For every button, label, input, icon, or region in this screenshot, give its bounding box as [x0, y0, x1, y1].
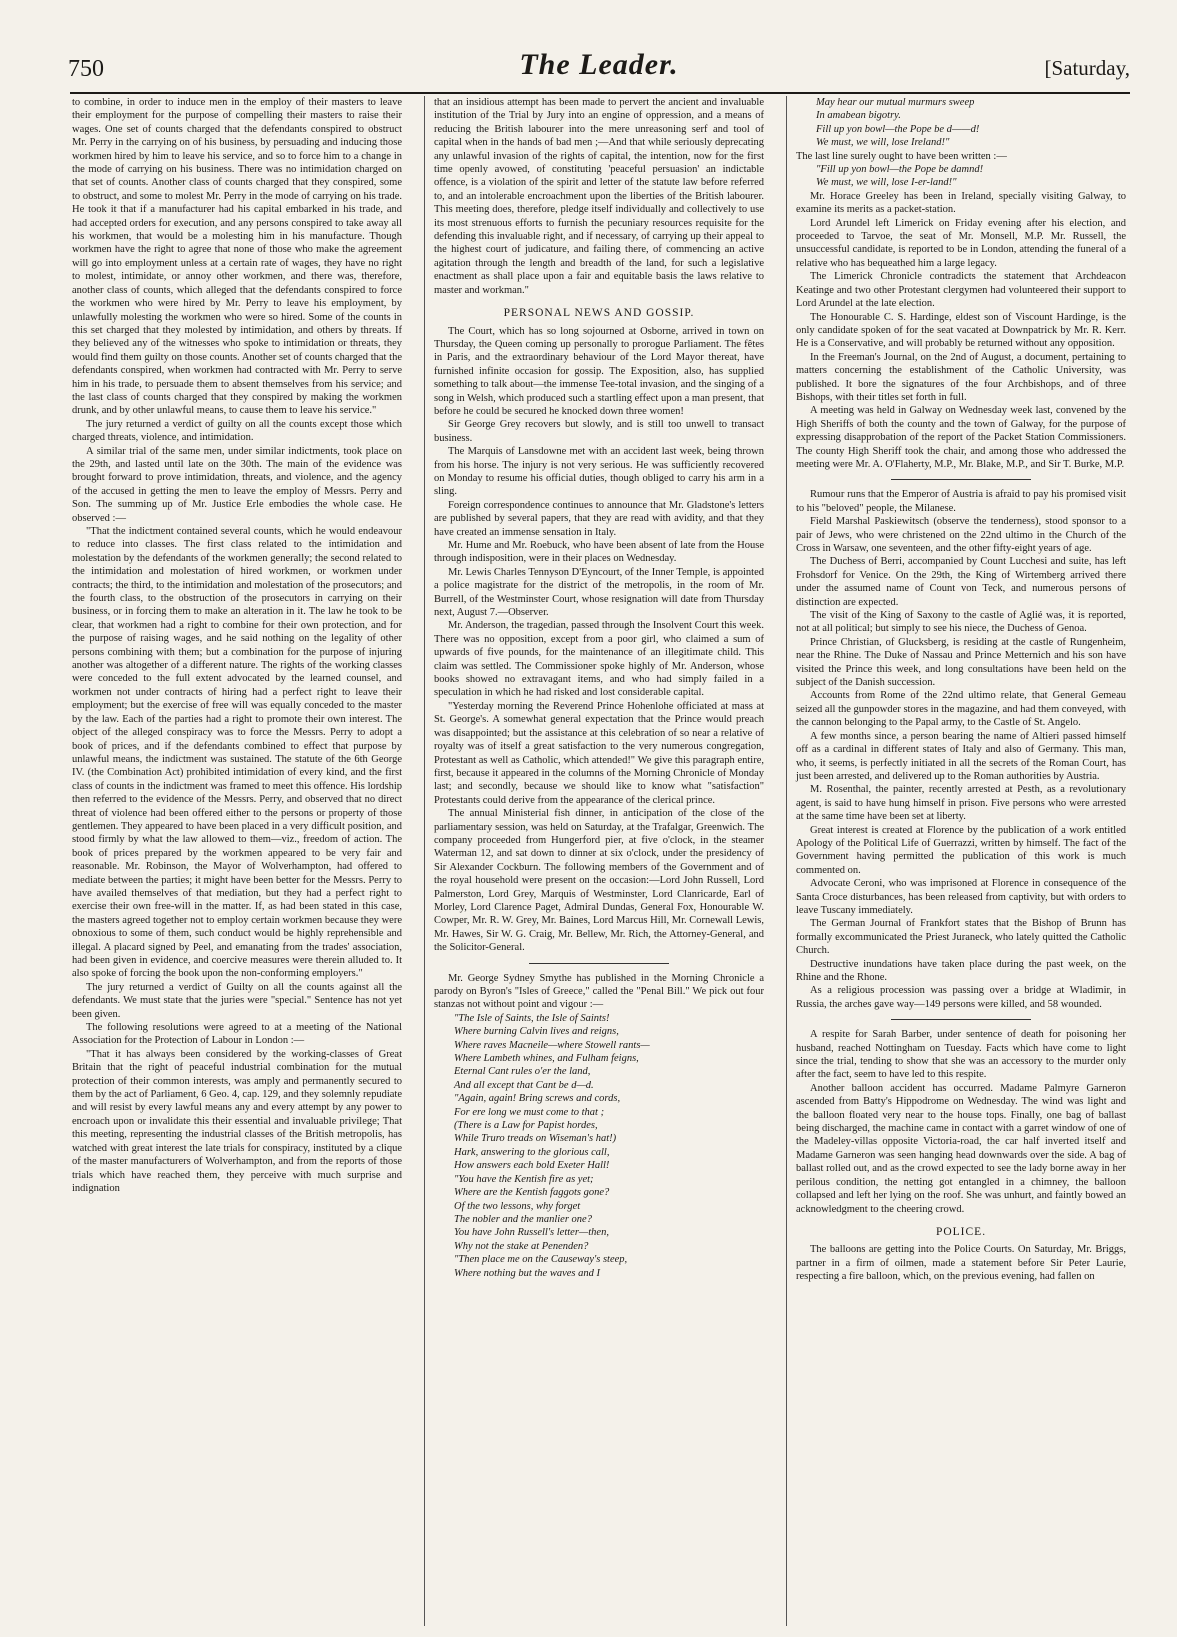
verse-line: Where raves Macneile—where Stowell rants—: [454, 1039, 650, 1051]
separator-rule: [891, 479, 1031, 480]
column-1: [72, 96, 402, 1195]
verse-stanza: [434, 1173, 764, 1253]
verse-line: "Again, again! Bring screws and cords,: [454, 1093, 621, 1105]
paragraph: M. Rosenthal, the painter, recently arrested at Pesth, as a revolutionary agent, is said to have hung himself in prison. Five persons who were arrested at the same time have been set at liberty.: [796, 784, 1126, 823]
paragraph: "That it has always been considered by the working-classes of Great Britain that the right of peaceful industrial combination for the mutual protection of their common interests, was amply and permanently secured to them by the act of Parliament, 6 Geo. 4, cap. 129, and they solemnly repudiate and will resist by every lawful means any and every attempt by any power to encroach upon or invalidate this their essential and invaluable privilege; That this meeting, representing the industrial classes of the British metropolis, has watched with great interest the late trials for conspiracy, instituted by a clique of the master manufacturers of Wolverhampton, and from the reports of those trials which have reached them, they perceive with much surprise and indignation: [72, 1048, 402, 1194]
separator-rule: [891, 1019, 1031, 1020]
paragraph: A few months since, a person bearing the name of Altieri passed himself off as a cardinal in different states of Italy and also of Germany. This man, who, it seems, is perfectly initiated in all the secrets of the Roman Court, has just been arrested, and delivered up to the Roman authorities by Austria.: [796, 730, 1126, 782]
paragraph: Accounts from Rome of the 22nd ultimo relate, that General Gemeau seized all the gunpowder stores in the magazine, and had them conveyed, with the cannon belonging to the Papal army, to the Castle of St. Angelo.: [796, 690, 1126, 729]
separator-rule: [529, 963, 669, 964]
verse-line: Eternal Cant rules o'er the land,: [454, 1066, 591, 1078]
verse-line: Why not the stake at Penenden?: [454, 1240, 589, 1252]
paragraph: Field Marshal Paskiewitsch (observe the tenderness), stood sponsor to a pair of Jews, who were christened on the 22nd ultimo in the Church of the Cross in Warsaw, one seventeen, and the other fifty-eight years of age.: [796, 516, 1126, 554]
verse-line: "Fill up yon bowl—the Pope be damnd!: [816, 164, 984, 176]
verse-line: The nobler and the manlier one?: [454, 1213, 592, 1225]
paragraph: Destructive inundations have taken place during the past week, on the Rhine and the Rhone.: [796, 958, 1126, 983]
paragraph: The jury returned a verdict of guilty on all the counts except those which charged threats, violence, and intimidation.: [72, 418, 402, 444]
paragraph: In the Freeman's Journal, on the 2nd of August, a document, pertaining to matters concerning the establishment of the Catholic University, was published. It bore the signatures of the four Archbishops, and of three Bishops, with their titles set forth in full.: [796, 351, 1126, 403]
paragraph: Mr. George Sydney Smythe has published in the Morning Chronicle a parody on Byron's "Isles of Greece," called the "Penal Bill." We pick out four stanzas not without point and vigour :—: [434, 972, 764, 1011]
paragraph: Mr. Hume and Mr. Roebuck, who have been absent of late from the House through indisposition, were in their places on Wednesday.: [434, 540, 764, 565]
verse-line: (There is a Law for Papist hordes,: [454, 1120, 598, 1132]
paragraph: Lord Arundel left Limerick on Friday evening after his election, and proceeded to Tarvoe, the seat of Mr. Monsell, M.P. Mr. Russell, the unsuccessful candidate, is reported to be in London, attending the funeral of a relative who has bequeathed him a large legacy.: [796, 217, 1126, 269]
paragraph: The balloons are getting into the Police Courts. On Saturday, Mr. Briggs, partner in a firm of oilmen, made a statement before Sir Peter Laurie, respecting a fire balloon, which, on the previous evening, had fallen on: [796, 1244, 1126, 1283]
column-3: [796, 96, 1126, 1284]
paragraph: The German Journal of Frankfort states that the Bishop of Brunn has formally excommunicated the Priest Juraneck, who lately quitted the Catholic Church.: [796, 918, 1126, 957]
verse-line: Where are the Kentish faggots gone?: [454, 1187, 610, 1199]
verse-line: "The Isle of Saints, the Isle of Saints!: [454, 1012, 610, 1024]
paragraph: The Honourable C. S. Hardinge, eldest son of Viscount Hardinge, is the only candidate spoken of for the seat vacated at Downpatrick by Mr. R. Kerr. He is a Conservative, and will probably be returned without any opposition.: [796, 311, 1126, 350]
verse-line: May hear our mutual murmurs sweep: [816, 97, 975, 108]
verse-line: For ere long we must come to that ;: [454, 1106, 605, 1118]
paragraph: that an insidious attempt has been made to pervert the ancient and invaluable institution of the Trial by Jury into an engine of oppression, and a means of reducing the British labourer into the mere unreasoning serf and tool of capital when in the hands of bad men ;—And that while seriously deprecating any unlawful invasion of the rights of capital, the intention, now for the first time openly avowed, of constituting 'peaceful persuasion' an indictable offence, is a violation of the spirit and letter of the statute law before referred to, and an intolerable encroachment upon the liberties of the British labourer. This meeting does, therefore, pledge itself individually and collectively to use its most strenuous efforts to furnish the pecuniary resources requisite for the defending this invaluable right, and if necessary, of carrying up their appeal to the highest court of judicature, and failing there, of commencing an active agitation through the length and breadth of the land, for such a legislative enactment as shall place upon a fair and equitable basis the laws relative to master and workman.": [434, 97, 764, 296]
header-rule: [70, 92, 1130, 94]
verse-line: And all except that Cant be d—d.: [454, 1079, 594, 1091]
paragraph: Another balloon accident has occurred. Madame Palmyre Garneron ascended from Batty's Hippodrome on Wednesday. The wind was light and the balloon floated very near to the house tops. Finally, one bag of ballast being discharged, the machine came in contact with a garret window of one of the Madeley-villas opposite Victoria-road, the car half inverted itself and Madame Garneron was seen hanging head downwards over the side. A bag of ballast rolled out, and as the crowd expected to see the lady borne away in her perilous condition, the netting got entangled in a chimney, the balloon collapsed and left her lying on the roof. She was unhurt, and faintly bowed an acknowledgment to the cheering crowd.: [796, 1082, 1126, 1215]
verse-line: "Then place me on the Causeway's steep,: [454, 1254, 628, 1266]
verse-line: We must, we will, lose I-er-land!": [816, 177, 957, 189]
verse-stanza: [434, 1092, 764, 1172]
page-number: 750: [68, 56, 104, 82]
paragraph: The following resolutions were agreed to at a meeting of the National Association for the Protection of Labour in London :—: [72, 1022, 402, 1047]
column-2: [434, 96, 764, 1280]
paragraph: Advocate Ceroni, who was imprisoned at Florence in consequence of the Santa Croce disturbances, has been released from captivity, but with orders to leave Tuscany immediately.: [796, 878, 1126, 916]
verse-line: While Truro treads on Wiseman's hat!): [454, 1133, 617, 1145]
paragraph: Sir George Grey recovers but slowly, and is still too unwell to transact business.: [434, 419, 764, 444]
newspaper-title: The Leader.: [519, 48, 679, 81]
column-divider: [424, 96, 425, 1626]
section-heading: POLICE.: [935, 1225, 987, 1238]
verse-line: We must, we will, lose Ireland!": [816, 137, 950, 149]
verse-line: How answers each bold Exeter Hall!: [454, 1160, 610, 1172]
paragraph: A similar trial of the same men, under similar indictments, took place on the 29th, and lasted until late on the 30th. The main of the evidence was brought forward to prove intimidation, threats, and violence, and the agency of the accused in getting the men to leave the employ of Messrs. Perry and Son. The summing up of Mr. Justice Erle embodies the whole case. He observed :—: [72, 445, 402, 524]
verse-line: Of the two lessons, why forget: [454, 1200, 581, 1212]
paragraph: "Yesterday morning the Reverend Prince Hohenlohe officiated at mass at St. George's. A somewhat general expectation that the Prince would preach was disappointed; but the assistance at this celebration of so near a relative of royalty was of itself a great satisfaction to the very numerous congregation, Protestant as well as Catholic, which attended!" We give this paragraph entire, first, because it appeared in the columns of the Morning Chronicle of Monday last; and secondly, because we should like to know what "satisfaction" Protestants could derive from the appearance of the clerical prince.: [434, 700, 764, 806]
paragraph: to combine, in order to induce men in the employ of their masters to leave their employment for the purpose of compelling their masters to raise their wages. One set of counts charged that the defendants conspired to obstruct Mr. Perry in the carrying on of his business, by persuading and inducing those workmen hired by him to leave his service, and so to force him to a change in the mode of carrying on his business. There was no intimidation charged on that set of counts. Another class of counts charged that they conspired, some to obstruct, and some to molest Mr. Perry in the mode of carrying on his trade. He took it that if a manufacturer had his capital embarked in his trade, and had accepted orders for execution, and any persons conspired to take away all his workmen, that would be a molesting him in his manufacture. Though workmen have the right to agree that none of those who make the agreement will go into employment unless at a certain rate of wages, they have no right to molest, intimidate, or annoy other workmen, and there was, therefore, another class of counts, which alleged that the defendants conspired to force the workmen who were hired by Mr. Perry to leave his employment, by unlawfully molesting the workmen who were so hired. Some of the counts in this set charged that they molested by intimidation, and others by threats. If they believed any of the witnesses who spoke to intimidation or threats, they would find them guilty on those counts. Another set of counts charged that the defendants conspired, when workmen had contracted with Mr. Perry to serve him in his trade, to persuade them to absent themselves from his service; and the last class of counts charged that they conspired by making the workmen drunk, and by other unlawful means, to cause them to leave his service.": [72, 97, 402, 417]
verse-line: In amabean bigotry.: [816, 110, 901, 122]
paragraph: Mr. Horace Greeley has been in Ireland, specially visiting Galway, to examine its merits as a packet-station.: [796, 190, 1126, 216]
paragraph: Mr. Lewis Charles Tennyson D'Eyncourt, of the Inner Temple, is appointed a police magistrate for the district of the metropolis, in the room of Mr. Burrell, of the Westminster Court, whose resignation will date from Thursday next, August 7.—Observer.: [434, 566, 764, 619]
paragraph: "That the indictment contained several counts, which he would endeavour to reduce into classes. The first class related to the intimidation and molestation by the defendants of the workmen generally; the second related to the intimidation and molestation of hired workmen, or workmen under contracts; the third, to the intimidation and molestation of the prosecutors; and the fourth class, to the obstruction of the prosecutors in carrying on their business, or in forcing them to make an alteration in it. The law he took to be clear, that workmen had a right to combine for their own protection, and for the purpose of raising wages, and he said nothing on the legality of other persons combining with them; but a combination for the purpose of injuring another was altogether of a different nature. The rights of the working classes were conceded to the full extent advocated by the learned counsel, and workmen not under contracts of hiring had a perfect right to leave their employment; but the exercise of free will was equally conceded to the master by the law. Each of the parties had a right to promote their own interest. The object of the alleged conspiracy was to force the Messrs. Perry to adopt a book of prices, and if the defendants combined to effect that purpose by unlawful means, the indictment was sustained. The statute of the 6th George IV. (the Combination Act) prohibited intimidation of every kind, and the first class of counts in the indictment was framed to meet this offence. His lordship then referred to the evidence of the Messrs. Perry, and observed that no direct threat of violence had been offered either to the persons or property of those gentlemen. They appeared to have been placed in a very difficult position, and stood firmly by what the law allowed to them—viz., freedom of action. The book of prices prepared by the workmen appeared to be very fair and reasonable. Mr. Robinson, the Mayor of Wolverhampton, had offered to mediate between the parties; it might have been better for the Messrs. Perry to have availed themselves of that mediation, but they had a perfect right to exercise their own free-will in the matter. If, as had been stated in this case, the masters agreed together not to employ certain workmen because they were obnoxious to some of them, such conduct would be highly reprehensible and illegal. A placard signed by Peel, and emanating from the trades' association, had been given in evidence, and coercive measures were therein alluded to. It also spoke of forcing the book upon the non-conforming employers.": [72, 526, 402, 980]
paragraph: The last line surely ought to have been written :—: [796, 150, 1007, 162]
paragraph: Mr. Anderson, the tragedian, passed through the Insolvent Court this week. There was no opposition, except from a poor girl, who claimed a sum of upwards of five pounds, for the maintenance of an illegitimate child. This claim was settled. The Commissioner spoke highly of Mr. Anderson, whose books showed no extravagant items, and who had simply failed in a speculation in which he had risked and lost considerable capital.: [434, 620, 764, 699]
verse-line: You have John Russell's letter—then,: [454, 1227, 609, 1239]
paragraph: The Marquis of Lansdowne met with an accident last week, being thrown from his horse. The injury is not very serious. He was sufficiently recovered on Monday to resume his official duties, though obliged to carry his arm in a sling.: [434, 446, 764, 498]
paragraph: The Duchess of Berri, accompanied by Count Lucchesi and suite, has left Frohsdorf for Venice. On the 29th, the King of Wirtemberg arrived there under the assumed name of Count von Teck, and numerous persons of distinction are expected.: [796, 556, 1126, 608]
verse-line: Fill up yon bowl—the Pope be d——d!: [816, 123, 980, 135]
paragraph: Rumour runs that the Emperor of Austria is afraid to pay his promised visit to his "beloved" people, the Milanese.: [796, 489, 1126, 514]
section-heading: PERSONAL NEWS AND GOSSIP.: [503, 307, 695, 320]
issue-day: [Saturday,: [1044, 56, 1130, 80]
verse-line: "You have the Kentish fire as yet;: [454, 1173, 594, 1185]
verse-line: Where burning Calvin lives and reigns,: [454, 1026, 619, 1038]
paragraph: Great interest is created at Florence by the publication of a work entitled Apology of the Political Life of Guerrazzi, written by himself. The fact of the Government having permitted the publication of this work is much commented on.: [796, 824, 1126, 876]
verse-stanza: [796, 96, 1126, 150]
verse-line: Where nothing but the waves and I: [454, 1267, 601, 1279]
paragraph: The jury returned a verdict of Guilty on all the counts against all the defendants. We must state that the juries were "special." Sentence has not yet been given.: [72, 981, 402, 1020]
paragraph: As a religious procession was passing over a bridge at Wladimir, in Russia, the arches gave way—149 persons were killed, and 58 wounded.: [796, 985, 1126, 1010]
verse-stanza: [434, 1012, 764, 1092]
paragraph: Prince Christian, of Glucksberg, is residing at the castle of Rungenheim, near the Rhine. The Duke of Nassau and Prince Metternich and his son have visited the Prince this week, and long consultations have been held on the subject of the Danish succession.: [796, 636, 1126, 689]
paragraph: The visit of the King of Saxony to the castle of Aglié was, it is reported, not at all political; but simply to see his niece, the Duchess of Genoa.: [796, 610, 1126, 635]
verse-line: Where Lambeth whines, and Fulham feigns,: [454, 1053, 639, 1065]
paragraph: A meeting was held in Galway on Wednesday week last, convened by the High Sheriffs of both the county and the town of Galway, for the purpose of expressing disapprobation of the report of the Packet Station Commissioners. The county High Sheriff took the chair, and among those who addressed the meeting were Mr. A. O'Flaherty, M.P., Mr. Blake, M.P., and Sir T. Burke, M.P.: [796, 405, 1126, 470]
verse-stanza: [796, 163, 1126, 190]
paragraph: The annual Ministerial fish dinner, in anticipation of the close of the parliamentary session, was held on Saturday, at the Trafalgar, Greenwich. The company proceeded from Hungerford pier, at five o'clock, in the steamer Waterman 12, and sat down to dinner at six o'clock, under the presidency of Sir Alexander Cockburn. The following members of the Government and of the royal household were present on the occasion:—Lord John Russell, Lord Palmerston, Lord Grey, Marquis of Westminster, Lord Clanricarde, Earl of Morley, Lord Clarence Paget, Admiral Dundas, General Fox, Honourable W. Cowper, Mr. R. W. Grey, Mr. Baines, Lord Marcus Hill, Mr. Cornewall Lewis, Mr. Hawes, Sir W. G. Craig, Mr. Bellew, Mr. Rich, the Attorney-General, and the Solicitor-General.: [434, 808, 764, 954]
column-divider: [786, 96, 787, 1626]
verse-stanza: [434, 1253, 764, 1280]
paragraph: The Limerick Chronicle contradicts the statement that Archdeacon Keatinge and two other Protestant clergymen had volunteered their support to Lord Arundel at the late election.: [796, 271, 1126, 310]
paragraph: Foreign correspondence continues to announce that Mr. Gladstone's letters are published by several papers, that they are read with avidity, and that they have created an immense sensation in Italy.: [434, 499, 764, 538]
masthead: [68, 48, 1130, 84]
paragraph: A respite for Sarah Barber, under sentence of death for poisoning her husband, reached Nottingham on Tuesday. Facts which have come to light since the trial, tending to show that she was an accessory to the murder only after the fact, seem to have led to this respite.: [796, 1029, 1126, 1081]
paragraph: The Court, which has so long sojourned at Osborne, arrived in town on Thursday, the Queen coming up personally to prorogue Parliament. The fêtes in Paris, and the extraordinary behaviour of the Lord Mayor thereat, have furnished infinite occasion for gossip. The Exposition, also, has supplied something to talk about—the immense Tee-total invasion, and the singing of a song in Welsh, which produced such a startling effect upon a man present, that before he could be secured he knocked down three women!: [434, 325, 764, 417]
verse-line: Hark, answering to the glorious call,: [454, 1146, 610, 1158]
